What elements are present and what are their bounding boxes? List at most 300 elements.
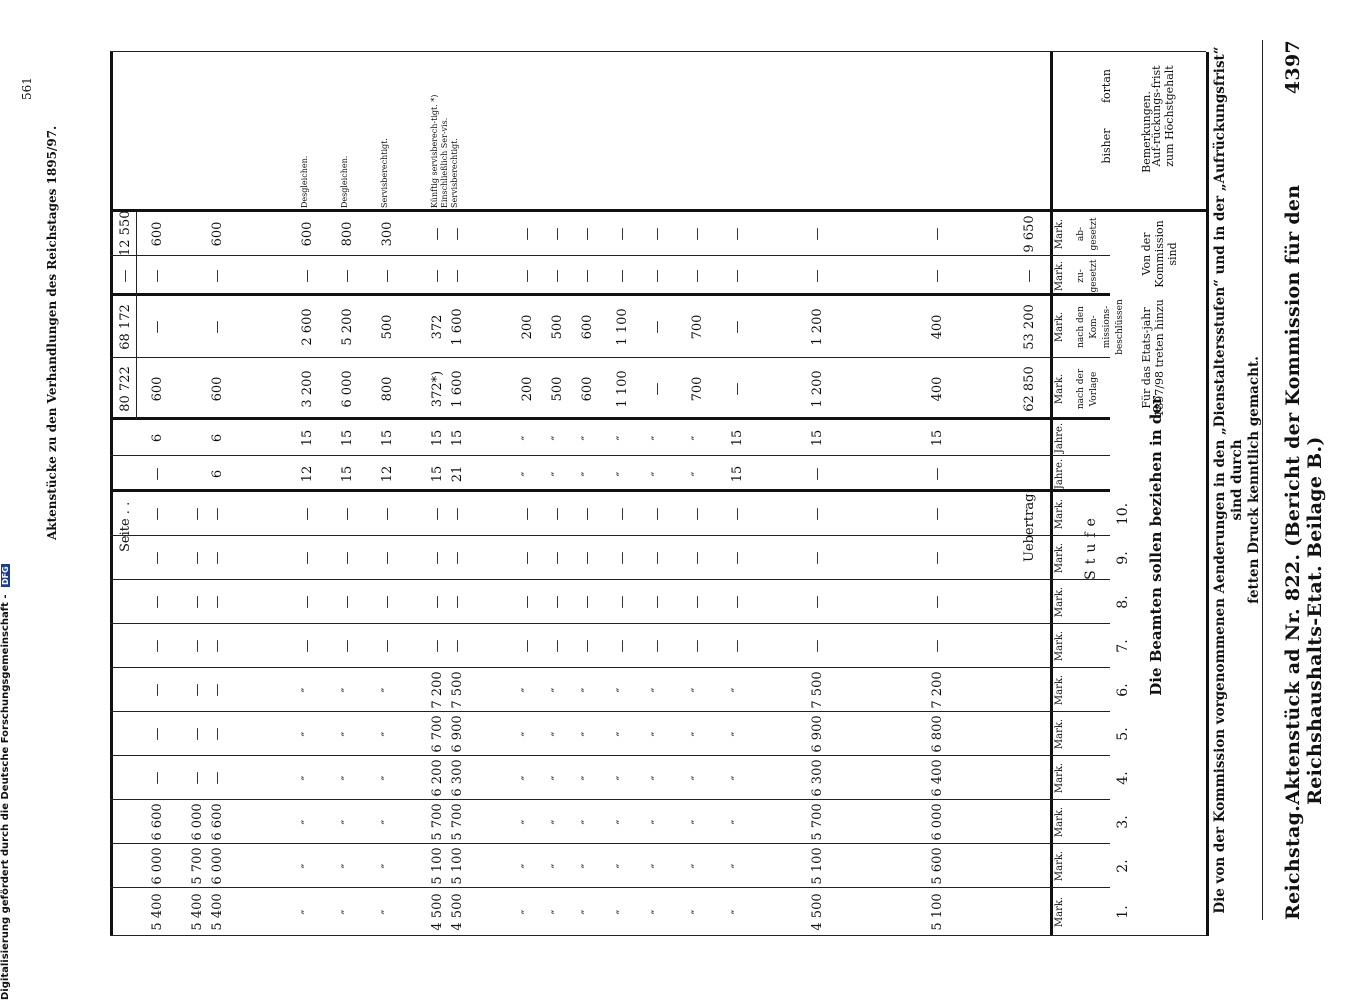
stufe-value: 6 000	[150, 847, 165, 885]
betrag-vorlage: 1 600	[450, 370, 465, 408]
uebertrag-beschluss: 53 200	[1022, 304, 1037, 350]
totals-vorlage: 80 722	[118, 366, 133, 412]
header-bisher: bisher	[1100, 128, 1113, 164]
stufe-value: —	[450, 507, 465, 521]
stufe-value: 6 700	[430, 715, 445, 753]
stufe-value: 6 000	[930, 803, 945, 841]
stufe-value: ″	[520, 909, 535, 915]
stufe-value: ″	[730, 687, 745, 693]
betrag-beschluss: 1 600	[450, 308, 465, 346]
frist-bisher: 12	[300, 465, 315, 483]
totals-zugesetzt: —	[118, 269, 133, 283]
abgesetzt-value: 600	[210, 221, 225, 247]
stufe-value: —	[550, 595, 565, 609]
betrag-beschluss: 500	[550, 314, 565, 340]
stufe-value: —	[615, 551, 630, 565]
stufe-value: ″	[340, 863, 355, 869]
zugesetzt-value: —	[450, 269, 465, 283]
stufe-value: ″	[580, 775, 595, 781]
betrag-vorlage: —	[650, 382, 665, 396]
stufe-value: —	[580, 507, 595, 521]
betrag-vorlage: 200	[520, 376, 535, 402]
stufe-value: —	[300, 507, 315, 521]
stufe-value: —	[550, 507, 565, 521]
betrag-beschluss: —	[210, 320, 225, 334]
stufe-value: ″	[550, 819, 565, 825]
stufe-value: 5 100	[810, 847, 825, 885]
footer: Aktenstücke zu den Verhandlungen des Reichstages 1895/97.	[45, 125, 59, 540]
betrag-vorlage: 6 000	[340, 370, 355, 408]
stufe-value: —	[150, 683, 165, 697]
stufe-value: ″	[650, 909, 665, 915]
stufe-value: —	[210, 639, 225, 653]
betrag-vorlage: —	[730, 382, 745, 396]
totals-label: Seite . .	[118, 501, 133, 552]
stufe-value: 6 800	[930, 715, 945, 753]
stufe-value: 5 600	[930, 847, 945, 885]
stufe-value: —	[150, 595, 165, 609]
stufe-value: —	[580, 551, 595, 565]
stufe-value: —	[550, 639, 565, 653]
stufe-value: —	[150, 551, 165, 565]
unit-label: Mark.	[1054, 373, 1065, 405]
zugesetzt-value: —	[650, 269, 665, 283]
stufe-value: —	[210, 771, 225, 785]
frist-fortan: 15	[340, 429, 355, 447]
subheader: ab-gesetzt	[1076, 217, 1099, 251]
running-head-left: Reichstag.	[1282, 804, 1304, 920]
mark-unit-label: Mark.	[1054, 586, 1065, 618]
stufe-value: ″	[550, 909, 565, 915]
frist-fortan: ″	[690, 435, 705, 441]
mark-unit-label: Mark.	[1054, 630, 1065, 662]
frist-fortan: 6	[150, 433, 165, 443]
unit-label: Mark.	[1054, 218, 1065, 250]
mark-unit-label: Mark.	[1054, 542, 1065, 574]
stufe-value: —	[930, 595, 945, 609]
header-aufrueckung: Auf-rückungs-frist zum Höchstgehalt	[1150, 65, 1176, 167]
stufe-value: —	[450, 595, 465, 609]
credit-text: Digitalisierung gefördert durch die Deutsche Forschungsgemeinschaft -	[0, 594, 11, 1000]
frist-bisher: ″	[550, 471, 565, 477]
betrag-vorlage: 600	[580, 376, 595, 402]
stufe-value: ″	[580, 687, 595, 693]
stufe-value: 5 700	[430, 803, 445, 841]
stufe-value: ″	[520, 687, 535, 693]
header-stufe: Stufe	[1083, 512, 1099, 580]
stufe-value: —	[520, 551, 535, 565]
stufe-value: —	[930, 639, 945, 653]
frist-bisher: ″	[650, 471, 665, 477]
abgesetzt-value: —	[615, 227, 630, 241]
stufe-value: —	[210, 507, 225, 521]
abgesetzt-value: —	[580, 227, 595, 241]
stufe-value: —	[730, 551, 745, 565]
stufe-value: ″	[300, 819, 315, 825]
running-head-middle: Aktenstück ad Nr. 822. (Bericht der Kommission für den Reichshaushalts-Etat. Beilage B.)	[1282, 184, 1326, 805]
zugesetzt-value: —	[380, 269, 395, 283]
betrag-beschluss: 5 200	[340, 308, 355, 346]
betrag-beschluss: —	[650, 320, 665, 334]
stufe-value: —	[615, 595, 630, 609]
stufe-value: —	[340, 507, 355, 521]
betrag-vorlage: 800	[380, 376, 395, 402]
stufe-value: —	[300, 639, 315, 653]
subheader: zu-gesetzt	[1076, 259, 1099, 293]
mark-unit-label: Mark.	[1054, 498, 1065, 530]
unit-label: Mark.	[1054, 311, 1065, 343]
stufe-value: ″	[340, 909, 355, 915]
totals-abgesetzt: 12 550	[118, 210, 133, 256]
stufe-value: ″	[615, 819, 630, 825]
zugesetzt-value: —	[520, 269, 535, 283]
stufe-value: —	[730, 639, 745, 653]
stufe-value: —	[810, 507, 825, 521]
column-header: Für das Etats-jahr 1897/98 treten hinzu	[1140, 299, 1166, 417]
mark-unit-label: Mark.	[1054, 806, 1065, 838]
stufe-value: ″	[380, 687, 395, 693]
stufe-value: 7 200	[430, 671, 445, 709]
stufe-value: 7 500	[450, 671, 465, 709]
stufe-value: 6 000	[190, 803, 205, 841]
stufe-value: ″	[300, 863, 315, 869]
betrag-vorlage: 1 200	[810, 370, 825, 408]
stufe-value: —	[690, 551, 705, 565]
stufe-value: —	[380, 551, 395, 565]
stufe-value: ″	[300, 775, 315, 781]
stufe-value: —	[190, 727, 205, 741]
row-remark: Desgleichen.	[300, 155, 309, 208]
stufe-value: ″	[650, 863, 665, 869]
stufe-value: ″	[380, 775, 395, 781]
row-remark: Servisberechtigt.	[380, 138, 389, 208]
betrag-beschluss: 372	[430, 314, 445, 340]
stufe-value: 6 200	[430, 759, 445, 797]
stufe-value: 5 700	[190, 847, 205, 885]
stufe-value: ″	[300, 687, 315, 693]
unit-label: Mark.	[1054, 260, 1065, 292]
row-remark: Desgleichen.	[340, 155, 349, 208]
stufe-value: —	[810, 595, 825, 609]
uebertrag-zugesetzt: —	[1022, 269, 1037, 283]
totals-beschluss: 68 172	[118, 304, 133, 350]
frist-fortan: ″	[550, 435, 565, 441]
stufe-value: —	[190, 507, 205, 521]
frist-fortan: ″	[520, 435, 535, 441]
stufe-value: —	[340, 639, 355, 653]
stufe-value: —	[580, 595, 595, 609]
stufe-value: —	[615, 507, 630, 521]
stufe-value: —	[550, 551, 565, 565]
stufe-value: ″	[580, 909, 595, 915]
frist-bisher: 6	[210, 469, 225, 479]
subheader: nach den Kom-missions-beschlüssen	[1076, 299, 1125, 355]
stufe-value: —	[430, 507, 445, 521]
stufe-value: ″	[580, 731, 595, 737]
stufe-value: 6 600	[150, 803, 165, 841]
zugesetzt-value: —	[550, 269, 565, 283]
mark-unit-label: Mark.	[1054, 762, 1065, 794]
frist-bisher: ″	[520, 471, 535, 477]
abgesetzt-value: 600	[150, 221, 165, 247]
frist-fortan: 15	[930, 429, 945, 447]
betrag-vorlage: 3 200	[300, 370, 315, 408]
stufe-value: ″	[550, 863, 565, 869]
stufe-value: —	[650, 507, 665, 521]
frist-fortan: 15	[380, 429, 395, 447]
zugesetzt-value: —	[690, 269, 705, 283]
frist-bisher: —	[810, 467, 825, 481]
stufe-value: ″	[380, 819, 395, 825]
stufe-value: ″	[300, 909, 315, 915]
mark-unit-label: Mark.	[1054, 850, 1065, 882]
stufe-value: ″	[300, 731, 315, 737]
stufe-value: ″	[520, 819, 535, 825]
stufe-value: —	[150, 507, 165, 521]
abgesetzt-value: 800	[340, 221, 355, 247]
row-remark: Künftig servisberech-tigt. *) Einschließlich Ser-vis.	[430, 94, 449, 208]
stufe-value: —	[380, 507, 395, 521]
frist-bisher: —	[150, 467, 165, 481]
stufe-value: —	[930, 551, 945, 565]
stufe-value: —	[190, 639, 205, 653]
frist-fortan: ″	[580, 435, 595, 441]
stufe-value: ″	[615, 687, 630, 693]
abgesetzt-value: —	[690, 227, 705, 241]
mark-unit-label: Mark.	[1054, 718, 1065, 750]
stufe-value: —	[380, 639, 395, 653]
zugesetzt-value: —	[150, 269, 165, 283]
stufe-value: —	[650, 595, 665, 609]
stufe-value: 4 500	[430, 893, 445, 931]
zugesetzt-value: —	[430, 269, 445, 283]
stufe-value: —	[150, 727, 165, 741]
frist-fortan: 15	[730, 429, 745, 447]
stufe-value: ″	[650, 731, 665, 737]
betrag-vorlage: 1 100	[615, 370, 630, 408]
stufe-value: ″	[380, 909, 395, 915]
running-head-page: 4397	[1282, 40, 1304, 95]
stufe-number: 10.	[1115, 502, 1131, 526]
row-remark: Servisberechtigt.	[450, 138, 459, 208]
column-header: Bemerkungen.	[1140, 91, 1153, 173]
stufe-value: —	[340, 551, 355, 565]
stufe-value: 6 000	[210, 847, 225, 885]
stufe-value: —	[650, 551, 665, 565]
stufe-value: —	[810, 551, 825, 565]
stufe-value: —	[210, 551, 225, 565]
stufe-value: 6 400	[930, 759, 945, 797]
stufe-value: 4 500	[450, 893, 465, 931]
betrag-vorlage: 600	[210, 376, 225, 402]
frist-bisher: ″	[690, 471, 705, 477]
stufe-value: —	[340, 595, 355, 609]
stufe-value: 5 100	[450, 847, 465, 885]
stufe-number: 5.	[1115, 727, 1131, 741]
betrag-vorlage: 400	[930, 376, 945, 402]
header-fortan: fortan	[1100, 69, 1113, 104]
stufe-value: ″	[340, 775, 355, 781]
stufe-value: ″	[520, 775, 535, 781]
zugesetzt-value: —	[730, 269, 745, 283]
zugesetzt-value: —	[340, 269, 355, 283]
stufe-value: —	[210, 727, 225, 741]
betrag-vorlage: 600	[150, 376, 165, 402]
frist-fortan: 15	[450, 429, 465, 447]
stufe-number: 8.	[1115, 595, 1131, 609]
stufe-value: —	[730, 507, 745, 521]
stufe-value: —	[810, 639, 825, 653]
stufe-value: —	[690, 595, 705, 609]
frist-bisher: ″	[580, 471, 595, 477]
frist-bisher: 15	[430, 465, 445, 483]
digitization-credit	[0, 0, 16, 1000]
stufe-value: ″	[690, 819, 705, 825]
stufe-value: ″	[730, 863, 745, 869]
dfg-logo: DFG	[1, 566, 10, 585]
stufe-value: 6 300	[450, 759, 465, 797]
frist-fortan: 15	[300, 429, 315, 447]
frist-bisher: 15	[340, 465, 355, 483]
stufe-value: 5 700	[450, 803, 465, 841]
stufe-value: —	[730, 595, 745, 609]
betrag-vorlage: 372*)	[430, 370, 445, 408]
stufe-value: ″	[380, 731, 395, 737]
frist-fortan: 15	[810, 429, 825, 447]
stufe-value: —	[615, 639, 630, 653]
stufe-value: 7 200	[930, 671, 945, 709]
frist-bisher: 15	[730, 465, 745, 483]
abgesetzt-value: 600	[300, 221, 315, 247]
stufe-value: ″	[380, 863, 395, 869]
stufe-value: 7 500	[810, 671, 825, 709]
stufe-value: ″	[520, 863, 535, 869]
stufe-value: ″	[615, 863, 630, 869]
stufe-value: —	[450, 639, 465, 653]
stufe-value: —	[190, 771, 205, 785]
caption-line-1: Die von der Kommission vorgenommenen Aenderungen in den „Dienstaltersstufen“ und in der „Aufrückungsfrist“ sind durch	[1212, 46, 1245, 914]
stufe-value: ″	[550, 775, 565, 781]
stufe-value: —	[650, 639, 665, 653]
zugesetzt-value: —	[580, 269, 595, 283]
stufe-value: ″	[615, 909, 630, 915]
header-beamten: Die Beamten sollen beziehen in der	[1147, 396, 1165, 696]
stufe-number: 6.	[1115, 683, 1131, 697]
stufe-value: —	[210, 683, 225, 697]
stufe-value: ″	[550, 687, 565, 693]
mark-unit-label: Mark.	[1054, 896, 1065, 928]
stufe-value: ″	[520, 731, 535, 737]
stufe-value: ″	[730, 775, 745, 781]
stufe-value: 6 900	[450, 715, 465, 753]
stufe-value: 5 400	[210, 893, 225, 931]
betrag-beschluss: 200	[520, 314, 535, 340]
stufe-value: ″	[730, 909, 745, 915]
frist-fortan: 15	[430, 429, 445, 447]
stufe-value: —	[190, 595, 205, 609]
betrag-vorlage: 500	[550, 376, 565, 402]
stufe-number: 4.	[1115, 771, 1131, 785]
stufe-value: ″	[340, 687, 355, 693]
stufe-value: 6 600	[210, 803, 225, 841]
abgesetzt-value: —	[730, 227, 745, 241]
abgesetzt-value: —	[450, 227, 465, 241]
frist-bisher: —	[930, 467, 945, 481]
stufe-value: ″	[340, 731, 355, 737]
stufe-value: —	[520, 507, 535, 521]
abgesetzt-value: —	[650, 227, 665, 241]
stufe-value: 6 900	[810, 715, 825, 753]
stufe-value: —	[150, 639, 165, 653]
stufe-value: —	[430, 551, 445, 565]
stufe-value: —	[190, 683, 205, 697]
stufe-value: —	[190, 551, 205, 565]
zugesetzt-value: —	[810, 269, 825, 283]
zugesetzt-value: —	[930, 269, 945, 283]
betrag-beschluss: 400	[930, 314, 945, 340]
stufe-value: ″	[690, 687, 705, 693]
stufe-value: ″	[730, 731, 745, 737]
stufe-value: ″	[650, 819, 665, 825]
stufe-value: ″	[690, 731, 705, 737]
stufe-value: 5 100	[930, 893, 945, 931]
zugesetzt-value: —	[615, 269, 630, 283]
frist-fortan: 6	[210, 433, 225, 443]
abgesetzt-value: —	[430, 227, 445, 241]
stufe-value: —	[430, 595, 445, 609]
unit-label: Jahre.	[1054, 422, 1065, 454]
stufe-value: ″	[650, 775, 665, 781]
stufe-number: 7.	[1115, 639, 1131, 653]
unit-label: Jahre.	[1054, 458, 1065, 490]
stufe-value: —	[580, 639, 595, 653]
abgesetzt-value: 300	[380, 221, 395, 247]
uebertrag-abgesetzt: 9 650	[1022, 215, 1037, 253]
zugesetzt-value: —	[300, 269, 315, 283]
frist-fortan: ″	[650, 435, 665, 441]
abgesetzt-value: —	[930, 227, 945, 241]
stufe-value: —	[380, 595, 395, 609]
stufe-value: 5 100	[430, 847, 445, 885]
stufe-value: ″	[615, 775, 630, 781]
stufe-value: 6 300	[810, 759, 825, 797]
abgesetzt-value: —	[810, 227, 825, 241]
stufe-value: ″	[550, 731, 565, 737]
subheader: nach der Vorlage	[1076, 368, 1099, 410]
stufe-value: 5 400	[150, 893, 165, 931]
abgesetzt-value: —	[550, 227, 565, 241]
stufe-number: 3.	[1115, 815, 1131, 829]
stufe-value: —	[430, 639, 445, 653]
page-number: 561	[20, 77, 34, 100]
stufe-value: —	[520, 595, 535, 609]
stufe-value: 5 700	[810, 803, 825, 841]
stufe-value: ″	[615, 731, 630, 737]
betrag-vorlage: 700	[690, 376, 705, 402]
uebertrag-label: Uebertrag:	[1022, 489, 1037, 562]
stufe-value: ″	[690, 863, 705, 869]
stufe-value: —	[450, 551, 465, 565]
stufe-value: ″	[690, 909, 705, 915]
caption-line-2: fetten Druck kenntlich gemacht.	[1246, 356, 1262, 604]
betrag-beschluss: 500	[380, 314, 395, 340]
stufe-number: 2.	[1115, 859, 1131, 873]
betrag-beschluss: 700	[690, 314, 705, 340]
stufe-value: —	[690, 639, 705, 653]
betrag-beschluss: 1 200	[810, 308, 825, 346]
zugesetzt-value: —	[210, 269, 225, 283]
stufe-value: ″	[580, 863, 595, 869]
